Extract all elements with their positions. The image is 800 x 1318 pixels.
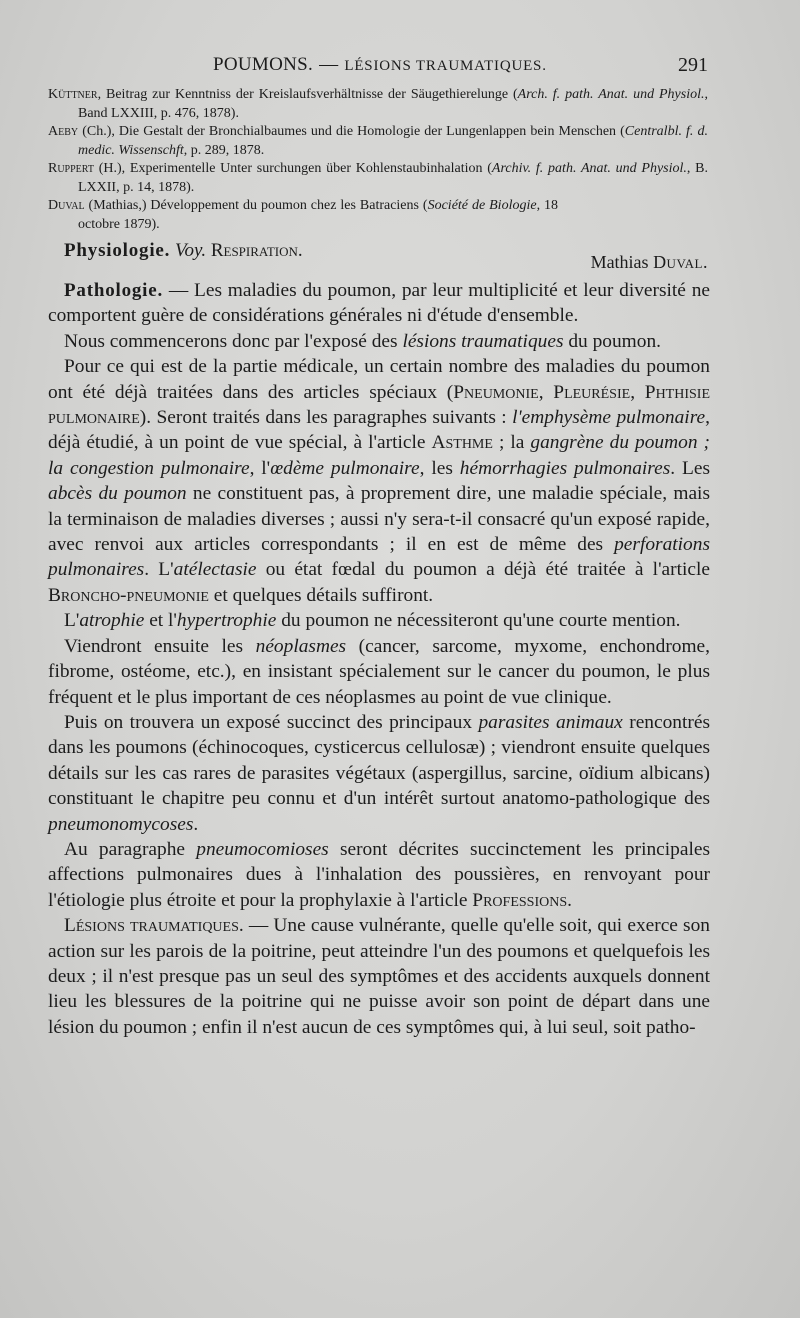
page-number: 291 — [678, 54, 708, 76]
main-text — [48, 278, 710, 1040]
physiologie-line: Physiologie. Voy. Respiration. — [64, 240, 303, 261]
section-heading: Physiologie. — [64, 240, 171, 261]
reference-item: Aeby (Ch.), Die Gestalt der Bronchialbaumes und die Homologie der Lungenlappen bein Menschen (Centralbl. f. d. medic. Wissenschft, p. 289, 1878. — [48, 124, 708, 158]
reference-item: Küttner, Beitrag zur Kenntniss der Kreislaufsverhältnisse der Säugethierelunge (Arch. f. path. Anat. und Physiol., Band LXXIII, p. 476, 1878). — [48, 87, 708, 121]
reference-item: Duval (Mathias,) Développement du poumon chez les Batraciens (Société de Biologie, 18 octobre 1879). — [48, 198, 559, 232]
reference-item: Ruppert (H.), Experimentelle Unter surchungen über Kohlenstaubinhalation (Archiv. f. path. Anat. und Physiol., B. LXXII, p. 14, 1878). — [48, 161, 708, 195]
header-subtitle: LÉSIONS TRAUMATIQUES. — [344, 58, 547, 74]
cross-reference: Respiration. — [210, 240, 303, 261]
paragraph: Puis on trouvera un exposé succinct des principaux parasites animaux rencontrés dans les poumons (échinocoques, cysticercus cellulosæ) ; viendront ensuite quelques détails sur les cas rares de parasites végétaux (aspergillus, sarcine, oïdium albicans) constituant le chapitre peu connu et d'un intérêt surtout anatomo-pathologique des pneumonomycoses. — [48, 711, 710, 835]
paragraph: Pathologie. — Les maladies du poumon, par leur multiplicité et leur diversité ne comportent guère de considérations générales ni d'étude d'ensemble. — [48, 280, 710, 327]
paragraph: Au paragraphe pneumocomioses seront décrites succinctement les principales affections pulmonaires dues à l'inhalation des poussières, en renvoyant pour l'étiologie plus étroite et pour la prophylaxie à l'article Professions. — [48, 838, 710, 911]
paragraph: Lésions traumatiques. — Une cause vulnérante, quelle qu'elle soit, qui exerce son action sur les parois de la poitrine, peut atteindre l'un des poumons et quelquefois les deux ; il n'est presque pas un seul des symptômes et des accidents auxquels donnent lieu les blessures de la poitrine qui ne puisse avoir son point de départ dans une lésion du poumon ; enfin il n'est aucun de ces symptômes qui, à lui seul, soit patho- — [48, 915, 710, 1038]
author-signature: Mathias Duval. — [590, 252, 708, 272]
section-heading: Lésions traumatiques. — [64, 915, 244, 937]
running-header — [48, 54, 708, 78]
paragraph: Pour ce qui est de la partie médicale, un certain nombre des maladies du poumon ont été déjà traitées dans des articles spéciaux (Pneumonie, Pleurésie, Phthisie pulmonaire). Seront traités dans les paragraphes suivants : l'emphysème pulmonaire, déjà étudié, à un point de vue spécial, à l'article Asthme ; la gangrène du poumon ; la congestion pulmonaire, l'œdème pulmonaire, les hémorrhagies pulmonaires. Les abcès du poumon ne constituent pas, à proprement dire, une maladie spéciale, mais la terminaison de maladies diverses ; aussi n'y sera-t-il consacré qu'un exposé rapide, avec renvoi aux articles correspondants ; il en est de même des perforations pulmonaires. L'atélectasie ou état fœdal du poumon a déjà été traitée à l'article Broncho-pneumonie et quelques détails suffiront. — [48, 356, 711, 606]
paragraph: Nous commencerons donc par l'exposé des lésions traumatiques du poumon. — [64, 330, 661, 352]
section-heading: Pathologie. — [64, 280, 164, 301]
paragraph: L'atrophie et l'hypertrophie du poumon ne nécessiteront qu'une courte mention. — [64, 610, 681, 632]
bibliography — [48, 86, 708, 234]
paragraph: Viendront ensuite les néoplasmes (cancer, sarcome, myxome, enchondrome, fibrome, ostéome, etc.), en insistant spécialement sur le cancer du poumon, le plus fréquent et le plus important de ces néoplasmes au point de vue clinique. — [48, 635, 711, 708]
header-title: POUMONS. — LÉSIONS TRAUMATIQUES. — [213, 54, 547, 75]
